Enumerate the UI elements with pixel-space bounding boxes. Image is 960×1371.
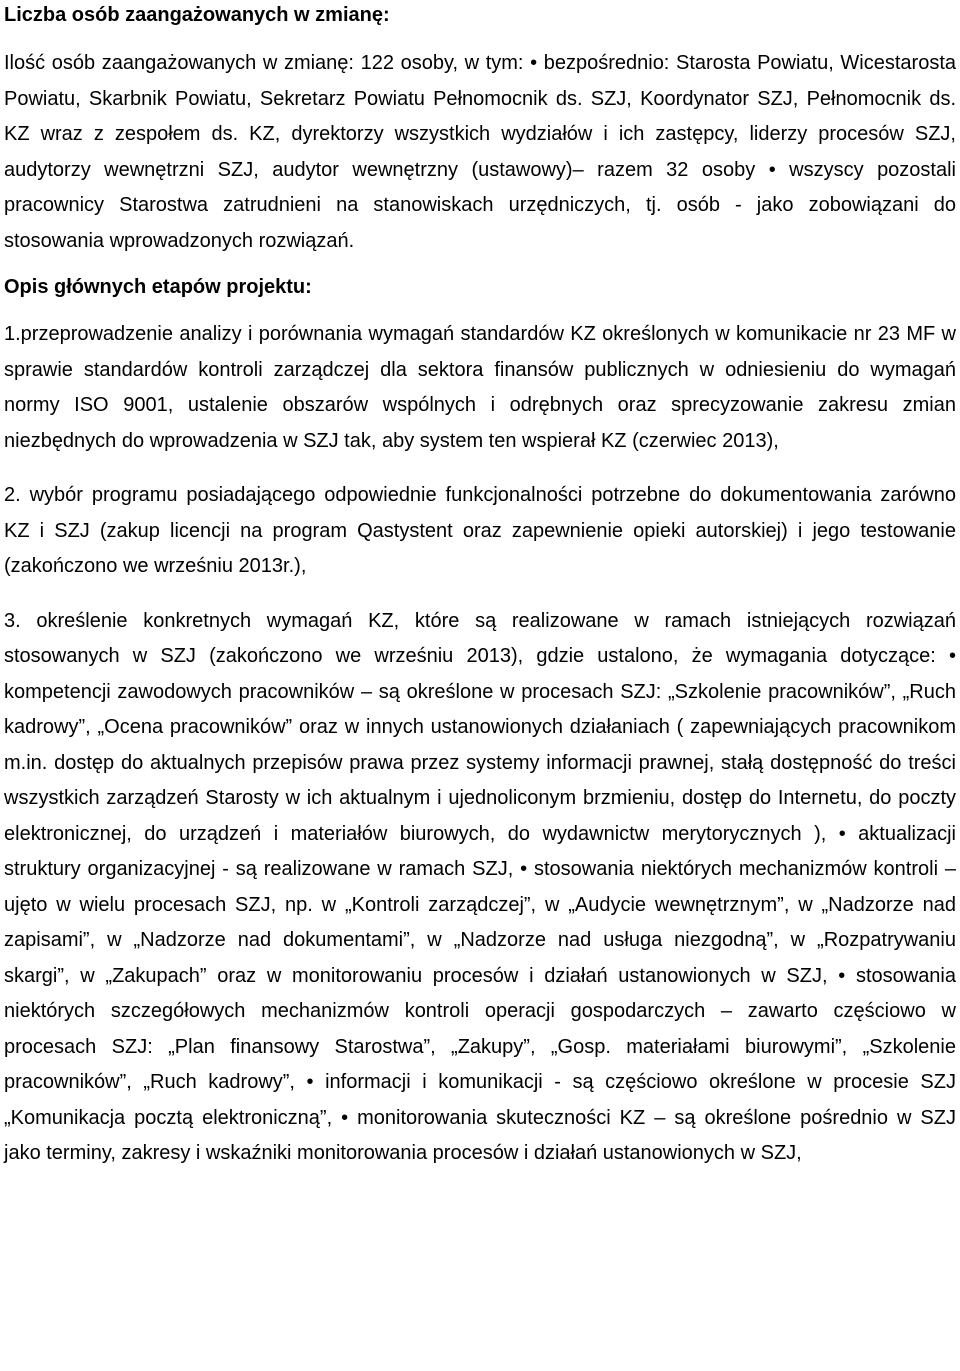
heading-people-involved: Liczba osób zaangażowanych w zmianę: <box>4 4 390 26</box>
stage-3-paragraph: 3. określenie konkretnych wymagań KZ, które są realizowane w ramach istniejących rozwiązań stosowanych w SZJ (zakończono we wrześniu 2013), gdzie ustalono, że wymagania dotyczące: • kompetencji zawodowych pracowników – są określone w procesach SZJ: „Szkolenie pracowników”, „Ruch kadrowy”, „Ocena pracowników” oraz w innych ustanowionych działaniach ( zapewniających pracownikom m.in. dostęp do aktualnych przepisów prawa przez systemy informacji prawnej, stałą dostępność do treści wszystkich zarządzeń Starosty w ich aktualnym i ujednoliconym brzmieniu, dostęp do Internetu, do poczty elektronicznej, do urządzeń i materiałów biurowych, do wydawnictw merytorycznych ), • aktualizacji struktury organizacyjnej - są realizowane w ramach SZJ, • stosowania niektórych mechanizmów kontroli – ujęto w wielu procesach SZJ, np. w „Kontroli zarządczej”, w „Audycie wewnętrznym”, w „Nadzorze nad zapisami”, w „Nadzorze nad dokumentami”, w „Nadzorze nad usługa niezgodną”, w „Rozpatrywaniu skargi”, w „Zakupach” oraz w monitorowaniu procesów i działań ustanowionych w SZJ, • stosowania niektórych szczegółowych mechanizmów kontroli operacji gospodarczych – zawarto częściowo w procesach SZJ: „Plan finansowy Starostwa”, „Zakupy”, „Gosp. materiałami biurowymi”, „Szkolenie pracowników”, „Ruch kadrowy”, • informacji i komunikacji - są częściowo określone w procesie SZJ „Komunikacja pocztą elektroniczną”, • monitorowania skuteczności KZ – są określone pośrednio w SZJ jako terminy, zakresy i wskaźniki monitorowania procesów i działań ustanowionych w SZJ, <box>4 609 956 1164</box>
paragraph-people-involved: Ilość osób zaangażowanych w zmianę: 122 osoby, w tym: • bezpośrednio: Starosta Powiatu, Wicestarosta Powiatu, Skarbnik Powiatu, Sekretarz Powiatu Pełnomocnik ds. SZJ, Koordynator SZJ, Pełnomocnik ds. KZ wraz z zespołem ds. KZ, dyrektorzy wszystkich wydziałów i ich zastępcy, liderzy procesów SZJ, audytorzy wewnętrzni SZJ, audytor wewnętrzny (ustawowy)– razem 32 osoby • wszyscy pozostali pracownicy Starostwa zatrudnieni na stanowiskach urzędniczych, tj. osób - jako zobowiązani do stosowania wprowadzonych rozwiązań. <box>4 52 956 252</box>
stage-1-paragraph: 1.przeprowadzenie analizy i porównania wymagań standardów KZ określonych w komunikacie nr 23 MF w sprawie standardów kontroli zarządczej dla sektora finansów publicznych w odniesieniu do wymagań normy ISO 9001, ustalenie obszarów wspólnych i odrębnych oraz sprecyzowanie zakresu zmian niezbędnych do wprowadzenia w SZJ tak, aby system ten wspierał KZ (czerwiec 2013), <box>4 323 956 452</box>
heading-project-stages: Opis głównych etapów projektu: <box>4 276 312 298</box>
stage-2-paragraph: 2. wybór programu posiadającego odpowiednie funkcjonalności potrzebne do dokumentowania zarówno KZ i SZJ (zakup licencji na program Qastystent oraz zapewnienie opieki autorskiej) i jego testowanie (zakończono we wrześniu 2013r.), <box>4 484 956 577</box>
